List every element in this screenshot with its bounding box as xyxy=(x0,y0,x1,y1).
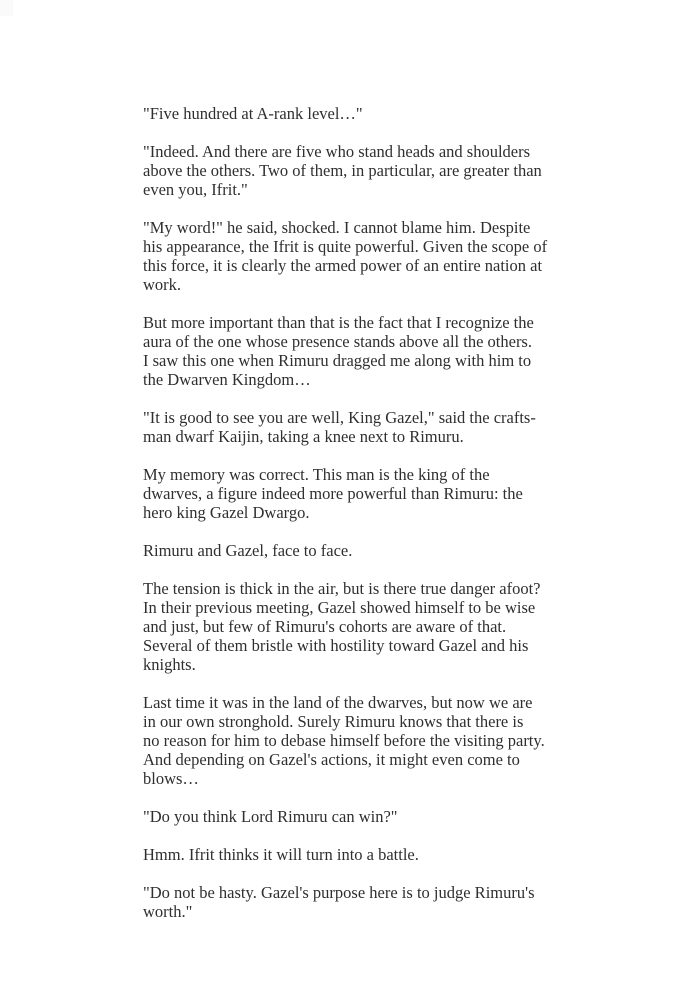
text-line: "Five hundred at A-rank level…" xyxy=(143,104,363,123)
text-line: Several of them bristle with hostility toward Gazel and his xyxy=(143,636,529,655)
text-line: "It is good to see you are well, King Gazel," said the crafts- xyxy=(143,408,536,427)
paragraph xyxy=(143,313,583,389)
text-line: But more important than that is the fact that I recognize the xyxy=(143,313,534,332)
paragraph xyxy=(143,541,583,560)
text-line: even you, Ifrit." xyxy=(143,180,248,199)
text-line: hero king Gazel Dwargo. xyxy=(143,503,310,522)
text-line: this force, it is clearly the armed power of an entire nation at xyxy=(143,256,543,275)
corner-artifact xyxy=(0,0,13,16)
paragraph xyxy=(143,845,583,864)
paragraph xyxy=(143,807,583,826)
text-line: knights. xyxy=(143,655,196,674)
text-line: above the others. Two of them, in particular, are greater than xyxy=(143,161,542,180)
text-line: "Indeed. And there are five who stand heads and shoulders xyxy=(143,142,531,161)
text-line: My memory was correct. This man is the king of the xyxy=(143,465,490,484)
text-line: worth." xyxy=(143,902,193,921)
paragraph xyxy=(143,883,583,921)
text-line: no reason for him to debase himself before the visiting party. xyxy=(143,731,545,750)
text-line: And depending on Gazel's actions, it might even come to xyxy=(143,750,520,769)
text-line: his appearance, the Ifrit is quite powerful. Given the scope of xyxy=(143,237,548,256)
paragraph xyxy=(143,465,583,522)
text-line: dwarves, a figure indeed more powerful than Rimuru: the xyxy=(143,484,523,503)
text-line: Rimuru and Gazel, face to face. xyxy=(143,541,353,560)
text-line: man dwarf Kaijin, taking a knee next to Rimuru. xyxy=(143,427,464,446)
paragraph xyxy=(143,408,583,446)
text-line: "My word!" he said, shocked. I cannot blame him. Despite xyxy=(143,218,531,237)
text-line: "Do you think Lord Rimuru can win?" xyxy=(143,807,398,826)
text-line: in our own stronghold. Surely Rimuru knows that there is xyxy=(143,712,524,731)
text-line: and just, but few of Rimuru's cohorts are aware of that. xyxy=(143,617,507,636)
paragraph xyxy=(143,104,583,123)
paragraph xyxy=(143,693,583,788)
text-line: In their previous meeting, Gazel showed himself to be wise xyxy=(143,598,536,617)
paragraph xyxy=(143,579,583,674)
text-line: Hmm. Ifrit thinks it will turn into a battle. xyxy=(143,845,419,864)
text-line: the Dwarven Kingdom… xyxy=(143,370,311,389)
text-line: Last time it was in the land of the dwarves, but now we are xyxy=(143,693,533,712)
text-line: work. xyxy=(143,275,182,294)
page-text-column xyxy=(143,104,583,940)
text-line: The tension is thick in the air, but is there true danger afoot? xyxy=(143,579,541,598)
text-line: "Do not be hasty. Gazel's purpose here is to judge Rimuru's xyxy=(143,883,535,902)
paragraph xyxy=(143,142,583,199)
text-line: I saw this one when Rimuru dragged me along with him to xyxy=(143,351,532,370)
text-line: blows… xyxy=(143,769,199,788)
paragraph xyxy=(143,218,583,294)
text-line: aura of the one whose presence stands above all the others. xyxy=(143,332,532,351)
